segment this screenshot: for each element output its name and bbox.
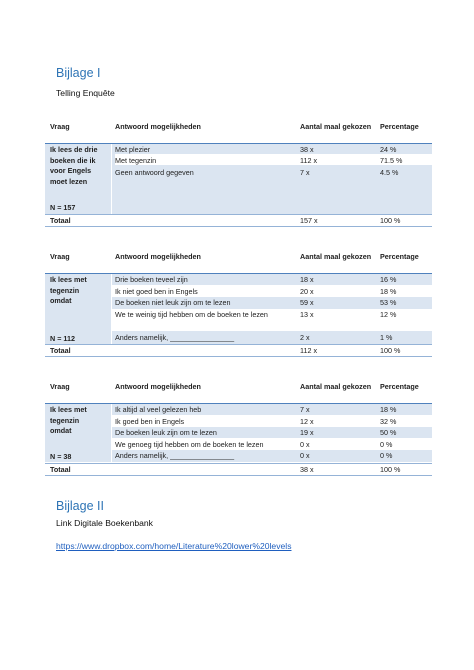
count-cell: 2 x <box>300 333 310 342</box>
answer-cell: Ik goed ben in Engels <box>115 417 185 426</box>
total-label: Totaal <box>50 216 71 225</box>
count-cell: 59 x <box>300 298 314 307</box>
bottom-rule <box>45 226 432 227</box>
total-count: 112 x <box>300 346 318 355</box>
answer-cell: Met plezier <box>115 145 151 154</box>
percent-cell: 0 % <box>380 440 393 449</box>
total-rule <box>45 214 432 215</box>
survey-table-1 <box>45 117 432 227</box>
answer-cell: Anders namelijk, ________________ <box>115 451 235 460</box>
header-count: Aantal maal gekozen <box>300 382 372 391</box>
percent-cell: 18 % <box>380 287 397 296</box>
answer-cell: De boeken leuk zijn om te lezen <box>115 428 217 437</box>
count-cell: 7 x <box>300 168 310 177</box>
count-cell: 19 x <box>300 428 314 437</box>
total-percent: 100 % <box>380 465 401 474</box>
header-percent: Percentage <box>380 252 419 261</box>
count-cell: 112 x <box>300 156 318 165</box>
percent-cell: 16 % <box>380 275 397 284</box>
column-gap <box>111 144 112 214</box>
header-percent: Percentage <box>380 122 419 131</box>
percent-cell: 18 % <box>380 405 397 414</box>
question-line-2: boeken die ik <box>50 155 96 165</box>
total-percent: 100 % <box>380 216 401 225</box>
total-percent: 100 % <box>380 346 401 355</box>
total-label: Totaal <box>50 346 71 355</box>
n-label: N = 38 <box>50 452 72 461</box>
count-cell: 12 x <box>300 417 314 426</box>
question-text <box>50 275 108 307</box>
header-question: Vraag <box>50 122 70 131</box>
answer-cell: Drie boeken teveel zijn <box>115 275 188 284</box>
header-count: Aantal maal gekozen <box>300 252 372 261</box>
answer-cell: Ik altijd al veel gelezen heb <box>115 405 202 414</box>
header-answer: Antwoord mogelijkheden <box>115 382 201 391</box>
total-rule <box>45 344 432 345</box>
count-cell: 18 x <box>300 275 314 284</box>
answer-cell: Anders namelijk, ________________ <box>115 333 235 342</box>
total-rule <box>45 463 432 464</box>
header-percent: Percentage <box>380 382 419 391</box>
total-label: Totaal <box>50 465 71 474</box>
count-cell: 0 x <box>300 451 310 460</box>
survey-table-2 <box>45 247 432 359</box>
answer-cell: De boeken niet leuk zijn om te lezen <box>115 298 231 307</box>
question-line-2: tegenzin <box>50 285 80 295</box>
question-line <box>50 145 108 156</box>
percent-cell: 50 % <box>380 428 397 437</box>
percent-cell: 24 % <box>380 145 397 154</box>
count-cell: 38 x <box>300 145 314 154</box>
percent-cell: 71.5 % <box>380 156 403 165</box>
count-cell: 7 x <box>300 405 310 414</box>
total-count: 157 x <box>300 216 318 225</box>
appendix-1-subtitle: Telling Enquête <box>56 88 115 98</box>
percent-cell: 4.5 % <box>380 168 399 177</box>
question-line-2: tegenzin <box>50 415 80 425</box>
total-count: 38 x <box>300 465 314 474</box>
percent-cell: 0 % <box>380 451 393 460</box>
percent-cell: 1 % <box>380 333 393 342</box>
digital-book-bank-link[interactable]: https://www.dropbox.com/home/Literature%20lower%20levels <box>56 541 292 551</box>
answer-cell: We te weinig tijd hebben om de boeken te lezen <box>115 310 268 319</box>
answer-cell: Geen antwoord gegeven <box>115 168 194 177</box>
n-label: N = 112 <box>50 334 75 343</box>
question-text <box>50 145 108 187</box>
answer-cell: Met tegenzin <box>115 156 157 165</box>
question-line-3: omdat <box>50 296 72 306</box>
count-cell: 13 x <box>300 310 314 319</box>
percent-cell: 12 % <box>380 310 397 319</box>
question-line-1: Ik lees met <box>50 405 87 414</box>
header-count: Aantal maal gekozen <box>300 122 372 131</box>
header-answer: Antwoord mogelijkheden <box>115 252 201 261</box>
count-cell: 0 x <box>300 440 310 449</box>
bottom-rule <box>45 475 432 476</box>
question-line-3: omdat <box>50 426 72 436</box>
appendix-2-subtitle: Link Digitale Boekenbank <box>56 518 153 528</box>
count-cell: 20 x <box>300 287 314 296</box>
n-label: N = 157 <box>50 203 76 212</box>
appendix-1-heading: Bijlage I <box>56 66 101 80</box>
header-answer: Antwoord mogelijkheden <box>115 122 201 131</box>
question-line-3: voor Engels <box>50 166 92 176</box>
question-line-1: Ik lees de drie <box>50 145 98 154</box>
bottom-rule <box>45 356 432 357</box>
question-line-1: Ik lees met <box>50 275 87 284</box>
header-question: Vraag <box>50 382 70 391</box>
answer-cell: Ik niet goed ben in Engels <box>115 287 198 296</box>
question-line-4: moet lezen <box>50 176 88 186</box>
header-question: Vraag <box>50 252 70 261</box>
percent-cell: 32 % <box>380 417 397 426</box>
appendix-2-heading: Bijlage II <box>56 499 104 513</box>
question-text <box>50 405 108 437</box>
percent-cell: 53 % <box>380 298 397 307</box>
answer-cell: We genoeg tijd hebben om de boeken te lezen <box>115 440 264 449</box>
survey-table-3 <box>45 377 432 477</box>
